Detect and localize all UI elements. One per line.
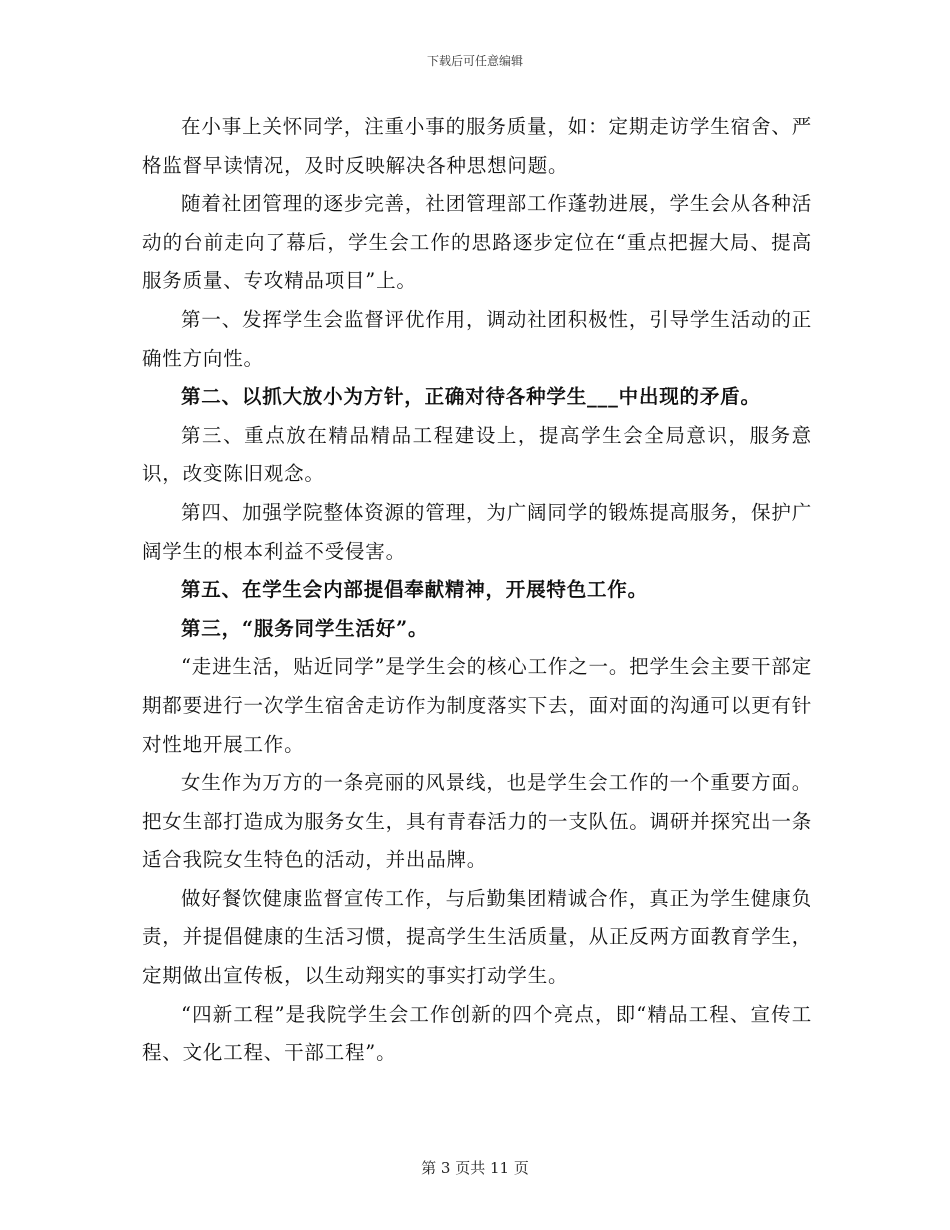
paragraph-6: 第四、加强学院整体资源的管理，为广阔同学的锻炼提高服务，保护广阔学生的根本利益不受侵害。 [142,500,812,563]
paragraph-10: 女生作为万方的一条亮丽的风景线，也是学生会工作的一个重要方面。把女生部打造成为服务女生，具有青春活力的一支队伍。调研并探究出一条适合我院女生特色的活动，并出品牌。 [142,771,812,872]
paragraph-9: “走进生活，贴近同学”是学生会的核心工作之一。把学生会主要干部定期都要进行一次学生宿舍走访作为制度落实下去，面对面的沟通可以更有针对性地开展工作。 [142,655,812,756]
paragraph-1: 在小事上关怀同学，注重小事的服务质量，如：定期走访学生宿舍、严格监督早读情况，及时反映解决各种思想问题。 [142,115,812,177]
paragraph-4-heading: 第二、以抓大放小为方针，正确对待各种学生___中出现的矛盾。 [181,385,761,409]
paragraph-11: 做好餐饮健康监督宣传工作，与后勤集团精诚合作，真正为学生健康负责，并提倡健康的生活习惯，提高学生生活质量，从正反两方面教育学生，定期做出宣传板，以生动翔实的事实打动学生。 [142,886,812,988]
paragraph-3: 第一、发挥学生会监督评优作用，调动社团积极性，引导学生活动的正确性方向性。 [142,307,812,370]
paragraph-5: 第三、重点放在精品精品工程建设上，提高学生会全局意识，服务意识，改变陈旧观念。 [142,423,812,486]
page-header: 下载后可任意编辑 [426,54,523,68]
paragraph-7-heading: 第五、在学生会内部提倡奉献精神，开展特色工作。 [181,578,648,602]
paragraph-2: 随着社团管理的逐步完善，社团管理部工作蓬勃进展，学生会从各种活动的台前走向了幕后，学生会工作的思路逐步定位在“重点把握大局、提高服务质量、专攻精品项目”上。 [142,192,812,293]
paragraph-12: “四新工程”是我院学生会工作创新的四个亮点，即“精品工程、宣传工程、文化工程、干部工程”。 [142,1002,812,1065]
paragraph-8-heading: 第三，“服务同学生活好”。 [181,616,429,640]
document-body [142,108,812,1073]
page-number-footer: 第 3 页共 11 页 [421,1159,529,1177]
